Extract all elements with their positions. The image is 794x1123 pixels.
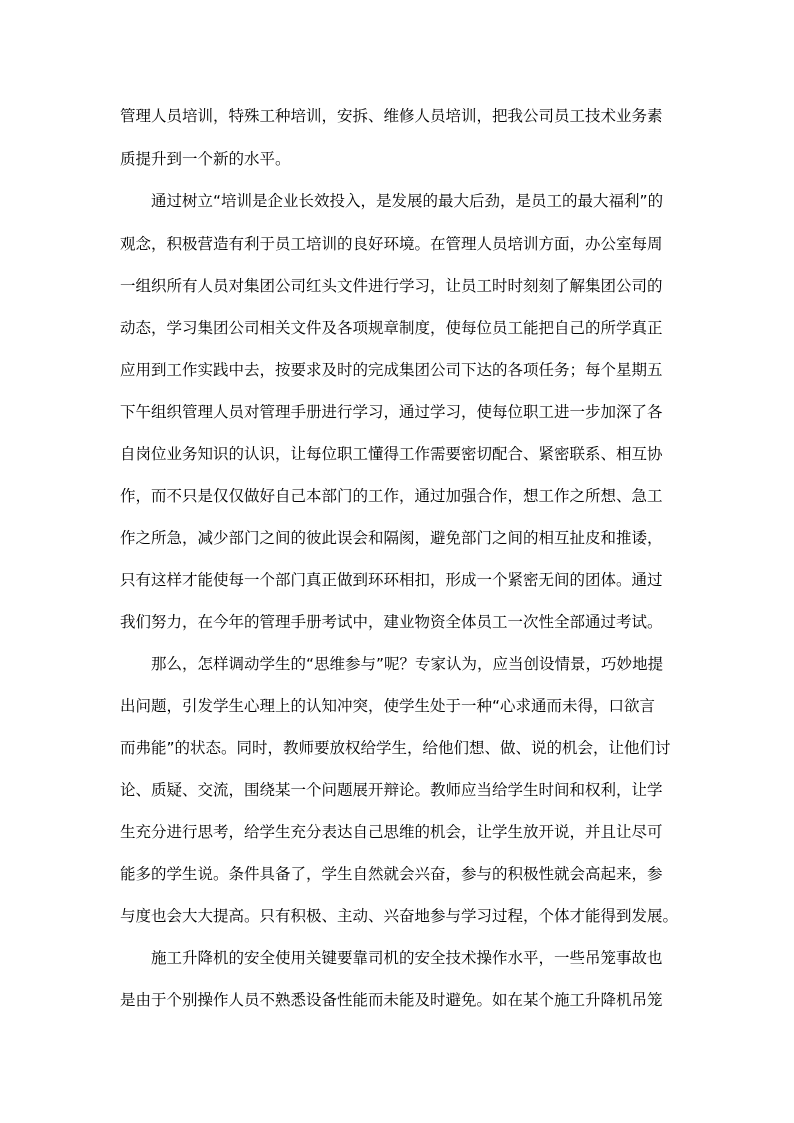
- text-line: 应用到工作实践中去，按要求及时的完成集团公司下达的各项任务；每个星期五: [120, 361, 663, 379]
- text-line: 出问题，引发学生心理上的认知冲突，使学生处于一种“心求通而未得，口欲言: [120, 697, 656, 715]
- text-line: 而弗能”的状态。同时，教师要放权给学生，给他们想、做、说的机会，让他们讨: [120, 739, 671, 757]
- text-line: 自岗位业务知识的认识，让每位职工懂得工作需要密切配合、紧密联系、相互协: [120, 445, 663, 463]
- text-line: 管理人员培训，特殊工种培训，安拆、维修人员培训，把我公司员工技术业务素: [120, 107, 663, 125]
- text-line: 只有这样才能使每一个部门真正做到环环相扣，形成一个紧密无间的团体。通过: [120, 571, 663, 589]
- text-line: 通过树立“培训是企业长效投入，是发展的最大后劲，是员工的最大福利”的: [120, 192, 664, 210]
- text-line: 作之所急，减少部门之间的彼此误会和隔阂，避免部门之间的相互扯皮和推诿，: [120, 529, 663, 547]
- text-line: 论、质疑、交流，围绕某一个问题展开辩论。教师应当给学生时间和权利，让学: [120, 781, 663, 799]
- text-line: 施工升降机的安全使用关键要靠司机的安全技术操作水平，一些吊笼事故也: [120, 949, 663, 967]
- text-line: 观念，积极营造有利于员工培训的良好环境。在管理人员培训方面，办公室每周: [120, 235, 663, 253]
- text-line: 一组织所有人员对集团公司红头文件进行学习，让员工时时刻刻了解集团公司的: [120, 277, 663, 295]
- text-line: 生充分进行思考，给学生充分表达自己思维的机会，让学生放开说，并且让尽可: [120, 823, 663, 841]
- text-line: 下午组织管理人员对管理手册进行学习，通过学习，使每位职工进一步加深了各: [120, 403, 663, 421]
- text-line: 动态，学习集团公司相关文件及各项规章制度，使每位员工能把自己的所学真正: [120, 319, 663, 337]
- text-line: 作，而不只是仅仅做好自己本部门的工作，通过加强合作，想工作之所想、急工: [120, 487, 663, 505]
- text-line: 能多的学生说。条件具备了，学生自然就会兴奋，参与的积极性就会高起来，参: [120, 865, 663, 883]
- text-line: 是由于个别操作人员不熟悉设备性能而未能及时避免。如在某个施工升降机吊笼: [120, 991, 663, 1009]
- text-line: 与度也会大大提高。只有积极、主动、兴奋地参与学习过程，个体才能得到发展。: [120, 907, 679, 925]
- text-line: 质提升到一个新的水平。: [120, 150, 291, 168]
- text-line: 那么，怎样调动学生的“思维参与”呢？专家认为，应当创设情景，巧妙地提: [120, 655, 664, 673]
- text-line: 我们努力，在今年的管理手册考试中，建业物资全体员工一次性全部通过考试。: [120, 613, 663, 631]
